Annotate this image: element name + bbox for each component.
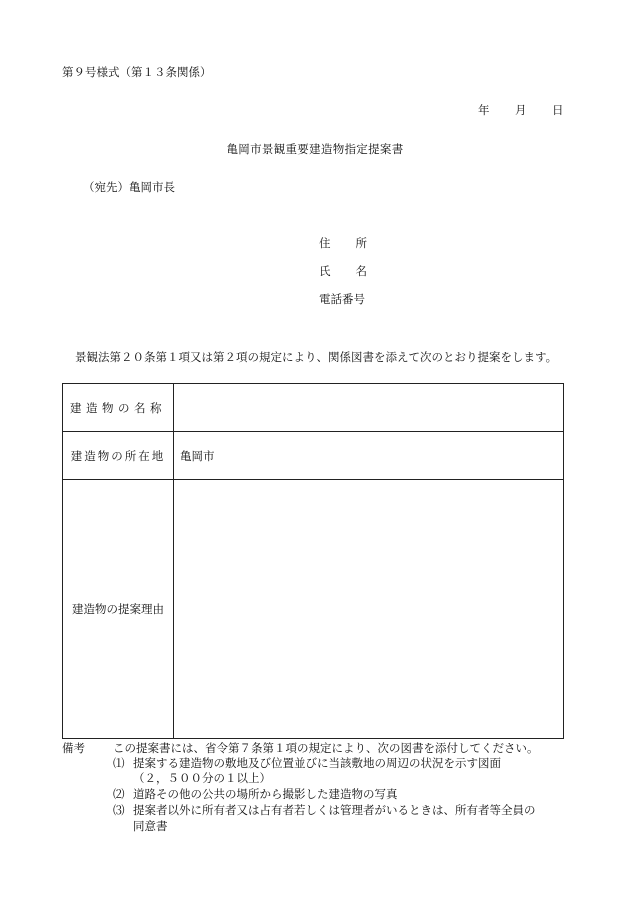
proposal-reason-field[interactable] — [174, 480, 563, 738]
date-line — [478, 103, 568, 117]
remark-item-text: 道路その他の公共の場所から撮影した建造物の写真 — [133, 787, 398, 801]
applicant-address-row — [319, 236, 439, 250]
date-month-label: 月 — [515, 103, 527, 117]
building-name-field[interactable] — [174, 384, 563, 431]
phone-label: 電話番号 — [319, 292, 365, 306]
proposal-reason-row — [63, 480, 563, 738]
remark-item-number: ⑶ — [113, 803, 125, 817]
remark-item-number: ⑵ — [113, 787, 125, 801]
proposal-reason-label: 建造物の提案理由 — [63, 480, 174, 738]
body-text: 景観法第２０条第１項又は第２項の規定により、関係図書を添えて次のとおり提案をします。 — [75, 350, 558, 364]
remark-item-continuation: （２，５００分の１以上） — [133, 771, 271, 785]
remark-item-continuation: 同意書 — [133, 819, 168, 833]
addressee: （宛先）亀岡市長 — [83, 180, 175, 194]
remark-item-text: 提案する建造物の敷地及び位置並びに当該敷地の周辺の状況を示す図面 — [133, 756, 501, 770]
building-name-row — [63, 384, 563, 432]
remarks-label: 備考 — [62, 741, 85, 755]
building-location-row — [63, 432, 563, 480]
remark-item-number: ⑴ — [113, 756, 125, 770]
remark-item-text: 提案者以外に所有者又は占有者若しくは管理者がいるときは、所有者等全員の — [133, 803, 536, 817]
name-label: 氏 名 — [319, 264, 367, 278]
building-location-field[interactable]: 亀岡市 — [180, 448, 215, 463]
form-number: 第９号様式（第１３条関係） — [62, 65, 212, 79]
date-day-label: 日 — [552, 103, 564, 117]
document-title: 亀岡市景観重要建造物指定提案書 — [226, 142, 404, 156]
applicant-name-row — [319, 264, 439, 278]
proposal-table — [62, 383, 564, 739]
remarks-intro: この提案書には、省令第７条第１項の規定により、次の図書を添付してください。 — [113, 741, 539, 755]
date-year-label: 年 — [478, 103, 490, 117]
address-label: 住 所 — [319, 236, 367, 250]
building-name-label: 建造物の名称 — [63, 384, 174, 431]
applicant-phone-row — [319, 292, 439, 306]
building-location-label: 建造物の所在地 — [63, 432, 174, 479]
